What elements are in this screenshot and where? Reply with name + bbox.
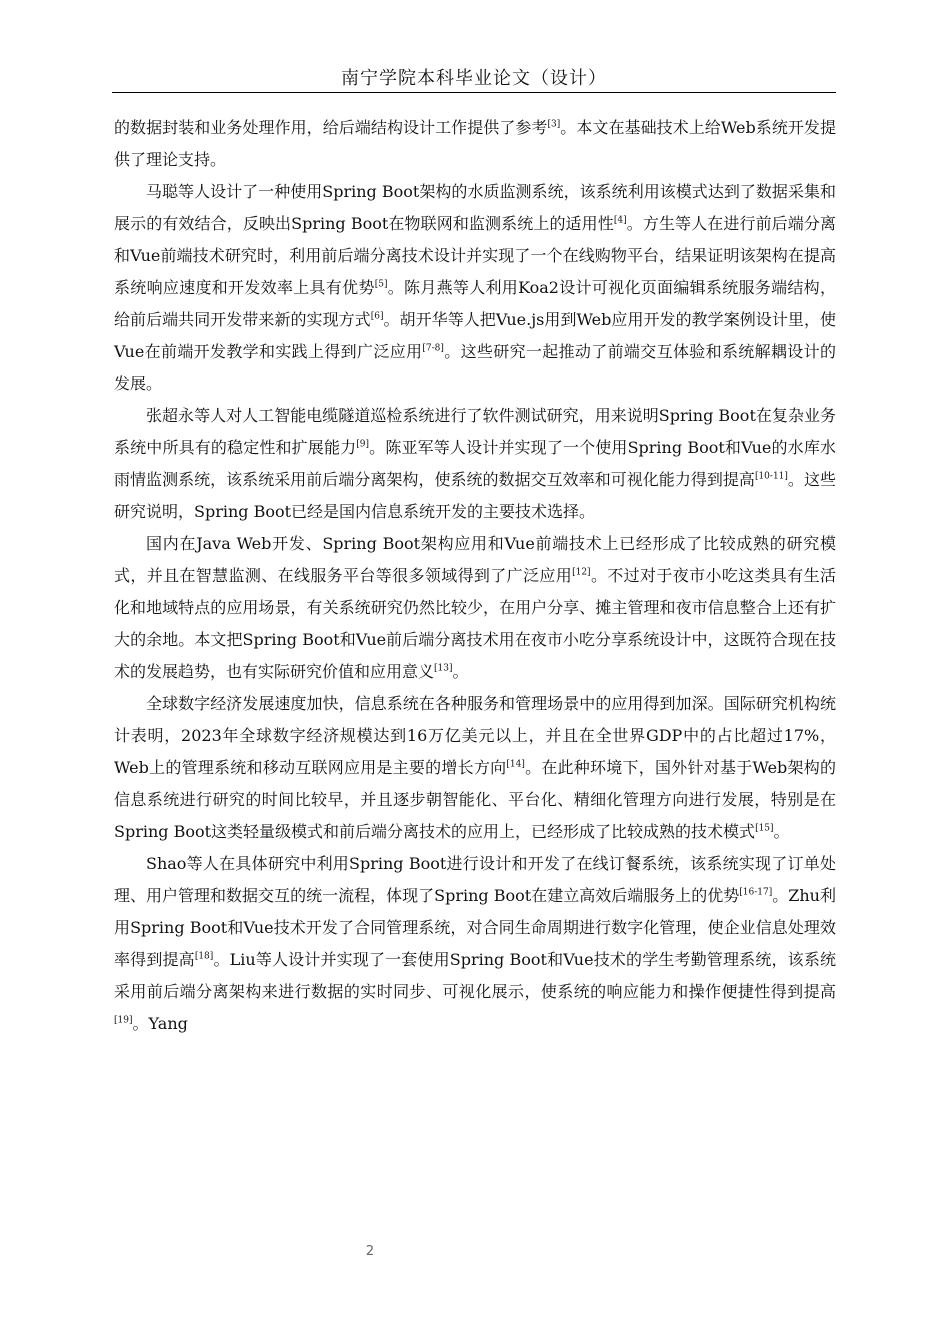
paragraph-text: 。陈月燕等人利用Koa2设计可视化页面编辑系统服务端结构，给前后端共同开发带来新的实现方式	[114, 278, 836, 329]
paragraph-text: 。胡开华等人把Vue.js用到Web应用开发的教学案例设计里，使Vue在前端开发教学和实践上得到广泛应用	[114, 310, 836, 361]
page-number: 2	[365, 1244, 375, 1259]
citation-ref: [15]	[755, 823, 774, 834]
paragraph-text: 。Yang	[132, 1014, 188, 1033]
page-header: 南宁学院本科毕业论文（设计）	[341, 68, 607, 89]
citation-ref: [9]	[356, 439, 370, 450]
citation-ref: [14]	[506, 759, 525, 770]
paragraph-text: 。本文在基础技术上给Web系统开发提供了理论支持。	[114, 118, 836, 169]
citation-ref: [4]	[613, 215, 627, 226]
citation-ref: [3]	[547, 119, 561, 130]
citation-ref: [10-11]	[754, 471, 788, 482]
paragraph	[114, 528, 836, 688]
citation-ref: [12]	[572, 567, 591, 578]
paragraph-text: 。这些研究一起推动了前端交互体验和系统解耦设计的发展。	[114, 342, 836, 393]
paragraph-text: 。不过对于夜市小吃这类具有生活化和地域特点的应用场景，有关系统研究仍然比较少，在用户分享、摊主管理和夜市信息整合上还有扩大的余地。本文把Spring Boot和Vue前后端分离技术用在夜市小吃分享系统设计中，这既符合现在技术的发展趋势，也有实际研究价值和应用意义	[114, 566, 836, 681]
paragraph-text: 。方生等人在进行前后端分离和Vue前端技术研究时，利用前后端分离技术设计并实现了一个在线购物平台，结果证明该架构在提高系统响应速度和开发效率上具有优势	[114, 214, 836, 297]
body-text	[114, 112, 836, 1040]
paragraph-text: 的数据封装和业务处理作用，给后端结构设计工作提供了参考	[114, 118, 548, 137]
paragraph-text: 。陈亚军等人设计并实现了一个使用Spring Boot和Vue的水库水雨情监测系统，该系统采用前后端分离架构，使系统的数据交互效率和可视化能力得到提高	[114, 438, 836, 489]
paragraph	[114, 688, 836, 848]
citation-ref: [18]	[194, 951, 214, 962]
paragraph-text: 。Zhu利用Spring Boot和Vue技术开发了合同管理系统，对合同生命周期进行数字化管理，使企业信息处理效率得到提高	[114, 886, 836, 969]
paragraph-text: 。Liu等人设计并实现了一套使用Spring Boot和Vue技术的学生考勤管理系统，该系统采用前后端分离架构来进行数据的实时同步、可视化展示，使系统的响应能力和操作便捷性得到提高	[114, 950, 836, 1001]
paragraph-text: 马聪等人设计了一种使用Spring Boot架构的水质监测系统，该系统利用该模式达到了数据采集和展示的有效结合，反映出Spring Boot在物联网和监测系统上的适用性	[114, 182, 836, 233]
citation-ref: [16-17]	[739, 887, 773, 898]
paragraph-text: 。	[773, 822, 790, 841]
citation-ref: [7-8]	[422, 343, 444, 354]
paragraph-text: Shao等人在具体研究中利用Spring Boot进行设计和开发了在线订餐系统，该系统实现了订单处理、用户管理和数据交互的统一流程，体现了Spring Boot在建立高效后端服务上的优势	[114, 854, 836, 905]
citation-ref: [5]	[374, 279, 388, 290]
citation-ref: [13]	[434, 663, 453, 674]
paragraph-text: 。在此种环境下，国外针对基于Web架构的信息系统进行研究的时间比较早，并且逐步朝智能化、平台化、精细化管理方向进行发展，特别是在Spring Boot这类轻量级模式和前后端分离技术的应用上，已经形成了比较成熟的技术模式	[114, 758, 836, 841]
paragraph	[114, 848, 836, 1040]
paragraph	[114, 112, 836, 176]
citation-ref: [6]	[370, 311, 384, 322]
citation-ref: [19]	[114, 1015, 133, 1026]
paragraph	[114, 176, 836, 400]
paragraph	[114, 400, 836, 528]
paragraph-text: 。这些研究说明，Spring Boot已经是国内信息系统开发的主要技术选择。	[114, 470, 836, 521]
header-divider	[112, 92, 836, 93]
paragraph-text: 。	[452, 662, 469, 681]
paragraph-text: 国内在Java Web开发、Spring Boot架构应用和Vue前端技术上已经形成了比较成熟的研究模式，并且在智慧监测、在线服务平台等很多领域得到了广泛应用	[114, 534, 836, 585]
paragraph-text: 张超永等人对人工智能电缆隧道巡检系统进行了软件测试研究，用来说明Spring Boot在复杂业务系统中所具有的稳定性和扩展能力	[114, 406, 836, 457]
paragraph-text: 全球数字经济发展速度加快，信息系统在各种服务和管理场景中的应用得到加深。国际研究机构统计表明，2023年全球数字经济规模达到16万亿美元以上，并且在全世界GDP中的占比超过17%，Web上的管理系统和移动互联网应用是主要的增长方向	[114, 694, 836, 777]
